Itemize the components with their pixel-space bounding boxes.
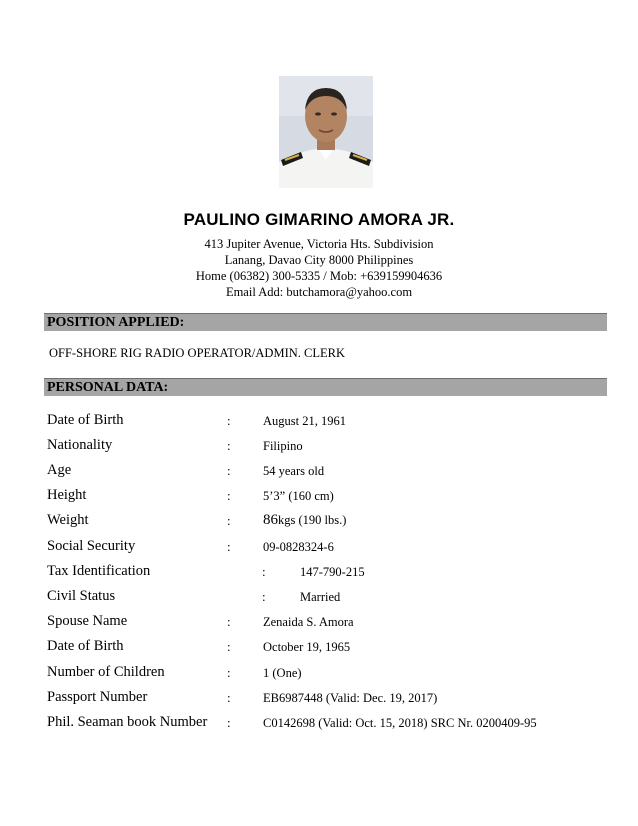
row-value: 1 (One): [263, 666, 302, 680]
portrait-image: [279, 76, 373, 188]
row-value: August 21, 1961: [263, 414, 346, 428]
row-separator: :: [227, 438, 231, 453]
personal-section-title: PERSONAL DATA:: [47, 380, 169, 395]
row-value: October 19, 1965: [263, 640, 351, 654]
data-row-tax-identification: [47, 563, 607, 583]
row-value: 147-790-215: [300, 565, 365, 579]
row-label: Phil. Seaman book Number: [47, 714, 208, 730]
row-label: Age: [47, 462, 72, 478]
weight-unit: kgs (190 lbs.): [278, 513, 347, 527]
row-separator: :: [262, 589, 266, 604]
data-row-civil-status: [47, 588, 607, 608]
row-separator: :: [262, 564, 266, 579]
row-value: C0142698 (Valid: Oct. 15, 2018) SRC Nr. 0200409-95: [263, 716, 537, 730]
personal-section-bar: [44, 378, 607, 396]
row-separator: :: [227, 463, 231, 478]
row-label: Spouse Name: [47, 613, 128, 629]
row-separator: :: [227, 614, 231, 629]
data-row-spouse-date-of-birth: [47, 638, 607, 658]
data-row-passport-number: [47, 689, 607, 709]
row-label: Passport Number: [47, 689, 148, 705]
row-value: 5’3” (160 cm): [263, 489, 334, 503]
data-row-social-security: [47, 538, 607, 558]
phone-line: Home (06382) 300-5335 / Mob: +639159904636: [195, 269, 443, 283]
data-row-spouse-name: [47, 613, 607, 633]
row-separator: :: [227, 690, 231, 705]
applicant-name: PAULINO GIMARINO AMORA JR.: [183, 210, 455, 229]
row-separator: :: [227, 639, 231, 654]
weight-number: 86: [263, 512, 278, 528]
row-label: Social Security: [47, 538, 136, 554]
row-value: Zenaida S. Amora: [263, 615, 354, 629]
row-value: EB6987448 (Valid: Dec. 19, 2017): [263, 691, 438, 705]
position-section-bar: [44, 313, 607, 331]
row-separator: :: [227, 513, 231, 528]
profile-photo: [279, 76, 373, 188]
address-line-1: 413 Jupiter Avenue, Victoria Hts. Subdivision: [204, 237, 434, 251]
data-row-nationality: [47, 437, 607, 457]
row-label: Weight: [47, 512, 89, 528]
row-label: Height: [47, 487, 87, 503]
row-separator: :: [227, 665, 231, 680]
email-line: Email Add: butchamora@yahoo.com: [225, 285, 413, 299]
row-value: 54 years old: [263, 464, 325, 478]
row-value: Filipino: [263, 439, 303, 453]
row-label: Nationality: [47, 437, 113, 453]
row-value: 09-0828324-6: [263, 540, 334, 554]
data-row-date-of-birth: [47, 412, 607, 432]
row-separator: :: [227, 488, 231, 503]
address-line-2: Lanang, Davao City 8000 Philippines: [224, 253, 414, 267]
position-section-title: POSITION APPLIED:: [47, 315, 185, 330]
data-row-seaman-book-number: [47, 714, 607, 734]
position-value: OFF-SHORE RIG RADIO OPERATOR/ADMIN. CLERK: [49, 346, 345, 360]
row-value: Married: [300, 590, 341, 604]
data-row-height: [47, 487, 607, 507]
row-label: Date of Birth: [47, 638, 124, 654]
row-separator: :: [227, 539, 231, 554]
row-separator: :: [227, 715, 231, 730]
data-row-weight: [47, 512, 607, 532]
data-row-age: [47, 462, 607, 482]
row-label: Number of Children: [47, 664, 165, 680]
row-label: Tax Identification: [47, 563, 151, 579]
data-row-number-of-children: [47, 664, 607, 684]
row-label: Date of Birth: [47, 412, 124, 428]
row-value: [263, 512, 346, 529]
row-separator: :: [227, 413, 231, 428]
row-label: Civil Status: [47, 588, 116, 604]
